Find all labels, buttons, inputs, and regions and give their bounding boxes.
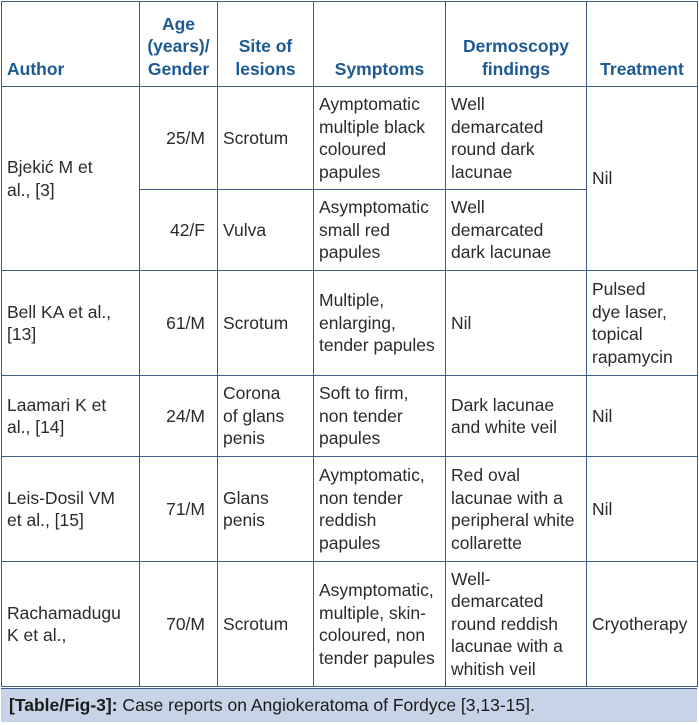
cell-author: Bjekić M et al., [3] (2, 87, 140, 271)
header-site: Site of lesions (218, 2, 314, 87)
header-dermoscopy: Dermoscopy findings (446, 2, 587, 87)
cell-site: Scrotum (218, 271, 314, 376)
header-author: Author (2, 2, 140, 87)
cell-treatment: Nil (587, 87, 698, 271)
header-treatment: Treatment (587, 2, 698, 87)
cell-age-gender: 71/M (140, 457, 218, 562)
cell-dermoscopy: Dark lacunae and white veil (446, 376, 587, 457)
table-row (2, 457, 698, 562)
cell-dermoscopy: Well demarcated round dark lacunae (446, 87, 587, 190)
header-row (2, 2, 698, 87)
cell-site: Glans penis (218, 457, 314, 562)
cell-treatment: Cryotherapy (587, 562, 698, 687)
cell-treatment: Nil (587, 457, 698, 562)
cell-treatment: Pulsed dye laser, topical rapamycin (587, 271, 698, 376)
cell-age-gender: 61/M (140, 271, 218, 376)
header-symptoms: Symptoms (314, 2, 446, 87)
table-row (2, 271, 698, 376)
cell-age-gender: 24/M (140, 376, 218, 457)
cell-symptoms: Soft to firm, non tender papules (314, 376, 446, 457)
cell-site: Scrotum (218, 87, 314, 190)
cell-symptoms: Asymptomatic small red papules (314, 190, 446, 271)
table-row (2, 376, 698, 457)
cell-dermoscopy: Nil (446, 271, 587, 376)
cell-author: Rachamadugu K et al., (2, 562, 140, 687)
cell-symptoms: Multiple, enlarging, tender papules (314, 271, 446, 376)
case-reports-table (1, 1, 698, 687)
cell-author: Leis-Dosil VM et al., [15] (2, 457, 140, 562)
cell-dermoscopy: Well demarcated dark lacunae (446, 190, 587, 271)
cell-symptoms: Asymptomatic, multiple, skin- coloured, non tender papules (314, 562, 446, 687)
cell-age-gender: 42/F (140, 190, 218, 271)
caption-label: [Table/Fig-3]: (9, 695, 118, 715)
cell-age-gender: 25/M (140, 87, 218, 190)
table-frame (1, 1, 697, 723)
table-caption (1, 688, 697, 722)
cell-symptoms: Aymptomatic multiple black coloured papules (314, 87, 446, 190)
cell-symptoms: Aymptomatic, non tender reddish papules (314, 457, 446, 562)
cell-site: Vulva (218, 190, 314, 271)
cell-author: Bell KA et al., [13] (2, 271, 140, 376)
header-age-gender: Age (years)/ Gender (140, 2, 218, 87)
caption-text: Case reports on Angiokeratoma of Fordyce [3,13-15]. (117, 695, 535, 715)
table-row (2, 562, 698, 687)
cell-age-gender: 70/M (140, 562, 218, 687)
cell-treatment: Nil (587, 376, 698, 457)
cell-site: Corona of glans penis (218, 376, 314, 457)
cell-site: Scrotum (218, 562, 314, 687)
cell-author: Laamari K et al., [14] (2, 376, 140, 457)
table-row (2, 87, 698, 190)
cell-dermoscopy: Red oval lacunae with a peripheral white collarette (446, 457, 587, 562)
cell-dermoscopy: Well- demarcated round reddish lacunae with a whitish veil (446, 562, 587, 687)
